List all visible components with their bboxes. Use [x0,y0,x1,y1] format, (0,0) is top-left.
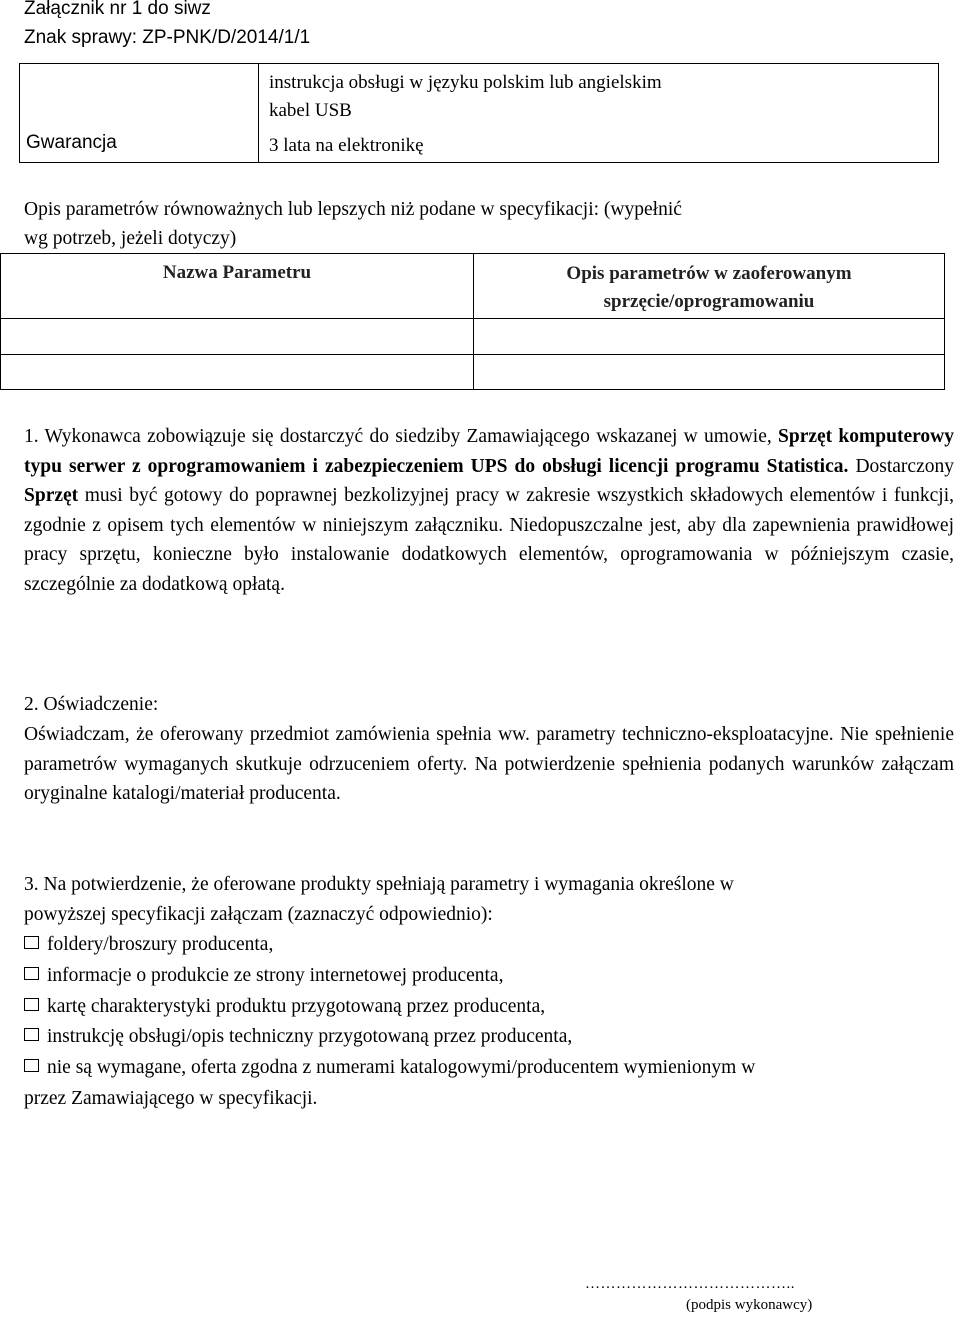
option-label: kartę charakterystyki produktu przygotowaną przez producenta, [47,996,546,1017]
section-1-text-b: Dostarczony [848,455,954,477]
section-2-paragraph: Oświadczam, że oferowany przedmiot zamówienia spełnia ww. parametry techniczno-eksploatacyjne. Nie spełnienie parametrów wymaganych skutkuje odrzuceniem oferty. Na potwierdzenie spełnienia podanych warunków załączam oryginalne katalogi/materiał producenta. [24,724,954,804]
section-1-bold-equipment: Sprzęt [24,485,79,506]
section-2-heading: 2. Oświadczenie: [24,694,159,715]
intro-line-2: wg potrzeb, jeżeli dotyczy) [24,228,237,249]
section-3-intro-line-2: powyższej specyfikacji załączam (zaznaczyć odpowiednio): [24,904,493,925]
option-label: instrukcję obsługi/opis techniczny przygotowaną przez producenta, [47,1026,573,1047]
signature-label: (podpis wykonawcy) [686,1297,813,1313]
warranty-item-period: 3 lata na elektronikę [269,135,424,156]
section-3-intro-line-1: 3. Na potwierdzenie, że oferowane produkty spełniają parametry i wymagania określone w [24,874,734,895]
case-number: Znak sprawy: ZP-PNK/D/2014/1/1 [24,27,311,48]
warranty-label: Gwarancja [26,132,117,153]
warranty-item-usb: kabel USB [269,100,352,121]
column-header-param-name: Nazwa Parametru [162,262,312,283]
option-label: informacje o produkcie ze strony internetowej producenta, [47,965,504,986]
table-row-divider [1,318,944,319]
checkbox[interactable] [24,936,39,949]
checkbox[interactable] [24,998,39,1011]
option-manual [24,1022,572,1052]
option-website-info [24,961,503,991]
warranty-table [19,63,939,163]
option-label: nie są wymagane, oferta zgodna z numerami katalogowymi/producentem wymienionym w [47,1057,756,1078]
signature-line: ………………………………….. [585,1276,795,1292]
option-label: foldery/broszury producenta, [47,934,274,955]
table-divider [258,64,259,162]
table-row-divider [1,354,944,355]
section-1-bold-product: Sprzęt komputerowy typu serwer z oprogramowaniem i zabezpieczeniem UPS do obsługi licencji programu Statistica. [24,426,954,477]
section-1-text-c: musi być gotowy do poprawnej bezkolizyjnej pracy w zakresie wszystkich składowych elementów i funkcji, zgodnie z opisem tych elementów w niniejszym załączniku. Niedopuszczalne jest, aby dla zapewnienia prawidłowej pracy sprzętu, konieczne było instalowanie dodatkowych elementów, oprogramowania w późniejszym czasie, szczególnie za dodatkową opłatą. [24,485,954,595]
section-3-last-line: przez Zamawiającego w specyfikacji. [24,1088,318,1109]
intro-line-1: Opis parametrów równoważnych lub lepszych niż podane w specyfikacji: (wypełnić [24,199,682,220]
section-1-text-a: 1. Wykonawca zobowiązuje się dostarczyć do siedziby Zamawiającego wskazanej w umowie, [24,426,779,447]
section-1-paragraph [24,422,954,599]
checkbox[interactable] [24,1059,39,1072]
warranty-item-manual: instrukcja obsługi w języku polskim lub angielskim [269,72,662,93]
attachment-title: Załącznik nr 1 do siwz [24,0,211,19]
parameters-table [0,253,945,390]
option-not-required [24,1053,755,1083]
checkbox[interactable] [24,967,39,980]
checkbox[interactable] [24,1028,39,1041]
option-product-sheet [24,992,545,1022]
column-header-param-desc-1: Opis parametrów w zaoferowanym [566,263,852,284]
option-brochures [24,930,273,960]
column-header-param-desc-2: sprzęcie/oprogramowaniu [603,291,815,312]
